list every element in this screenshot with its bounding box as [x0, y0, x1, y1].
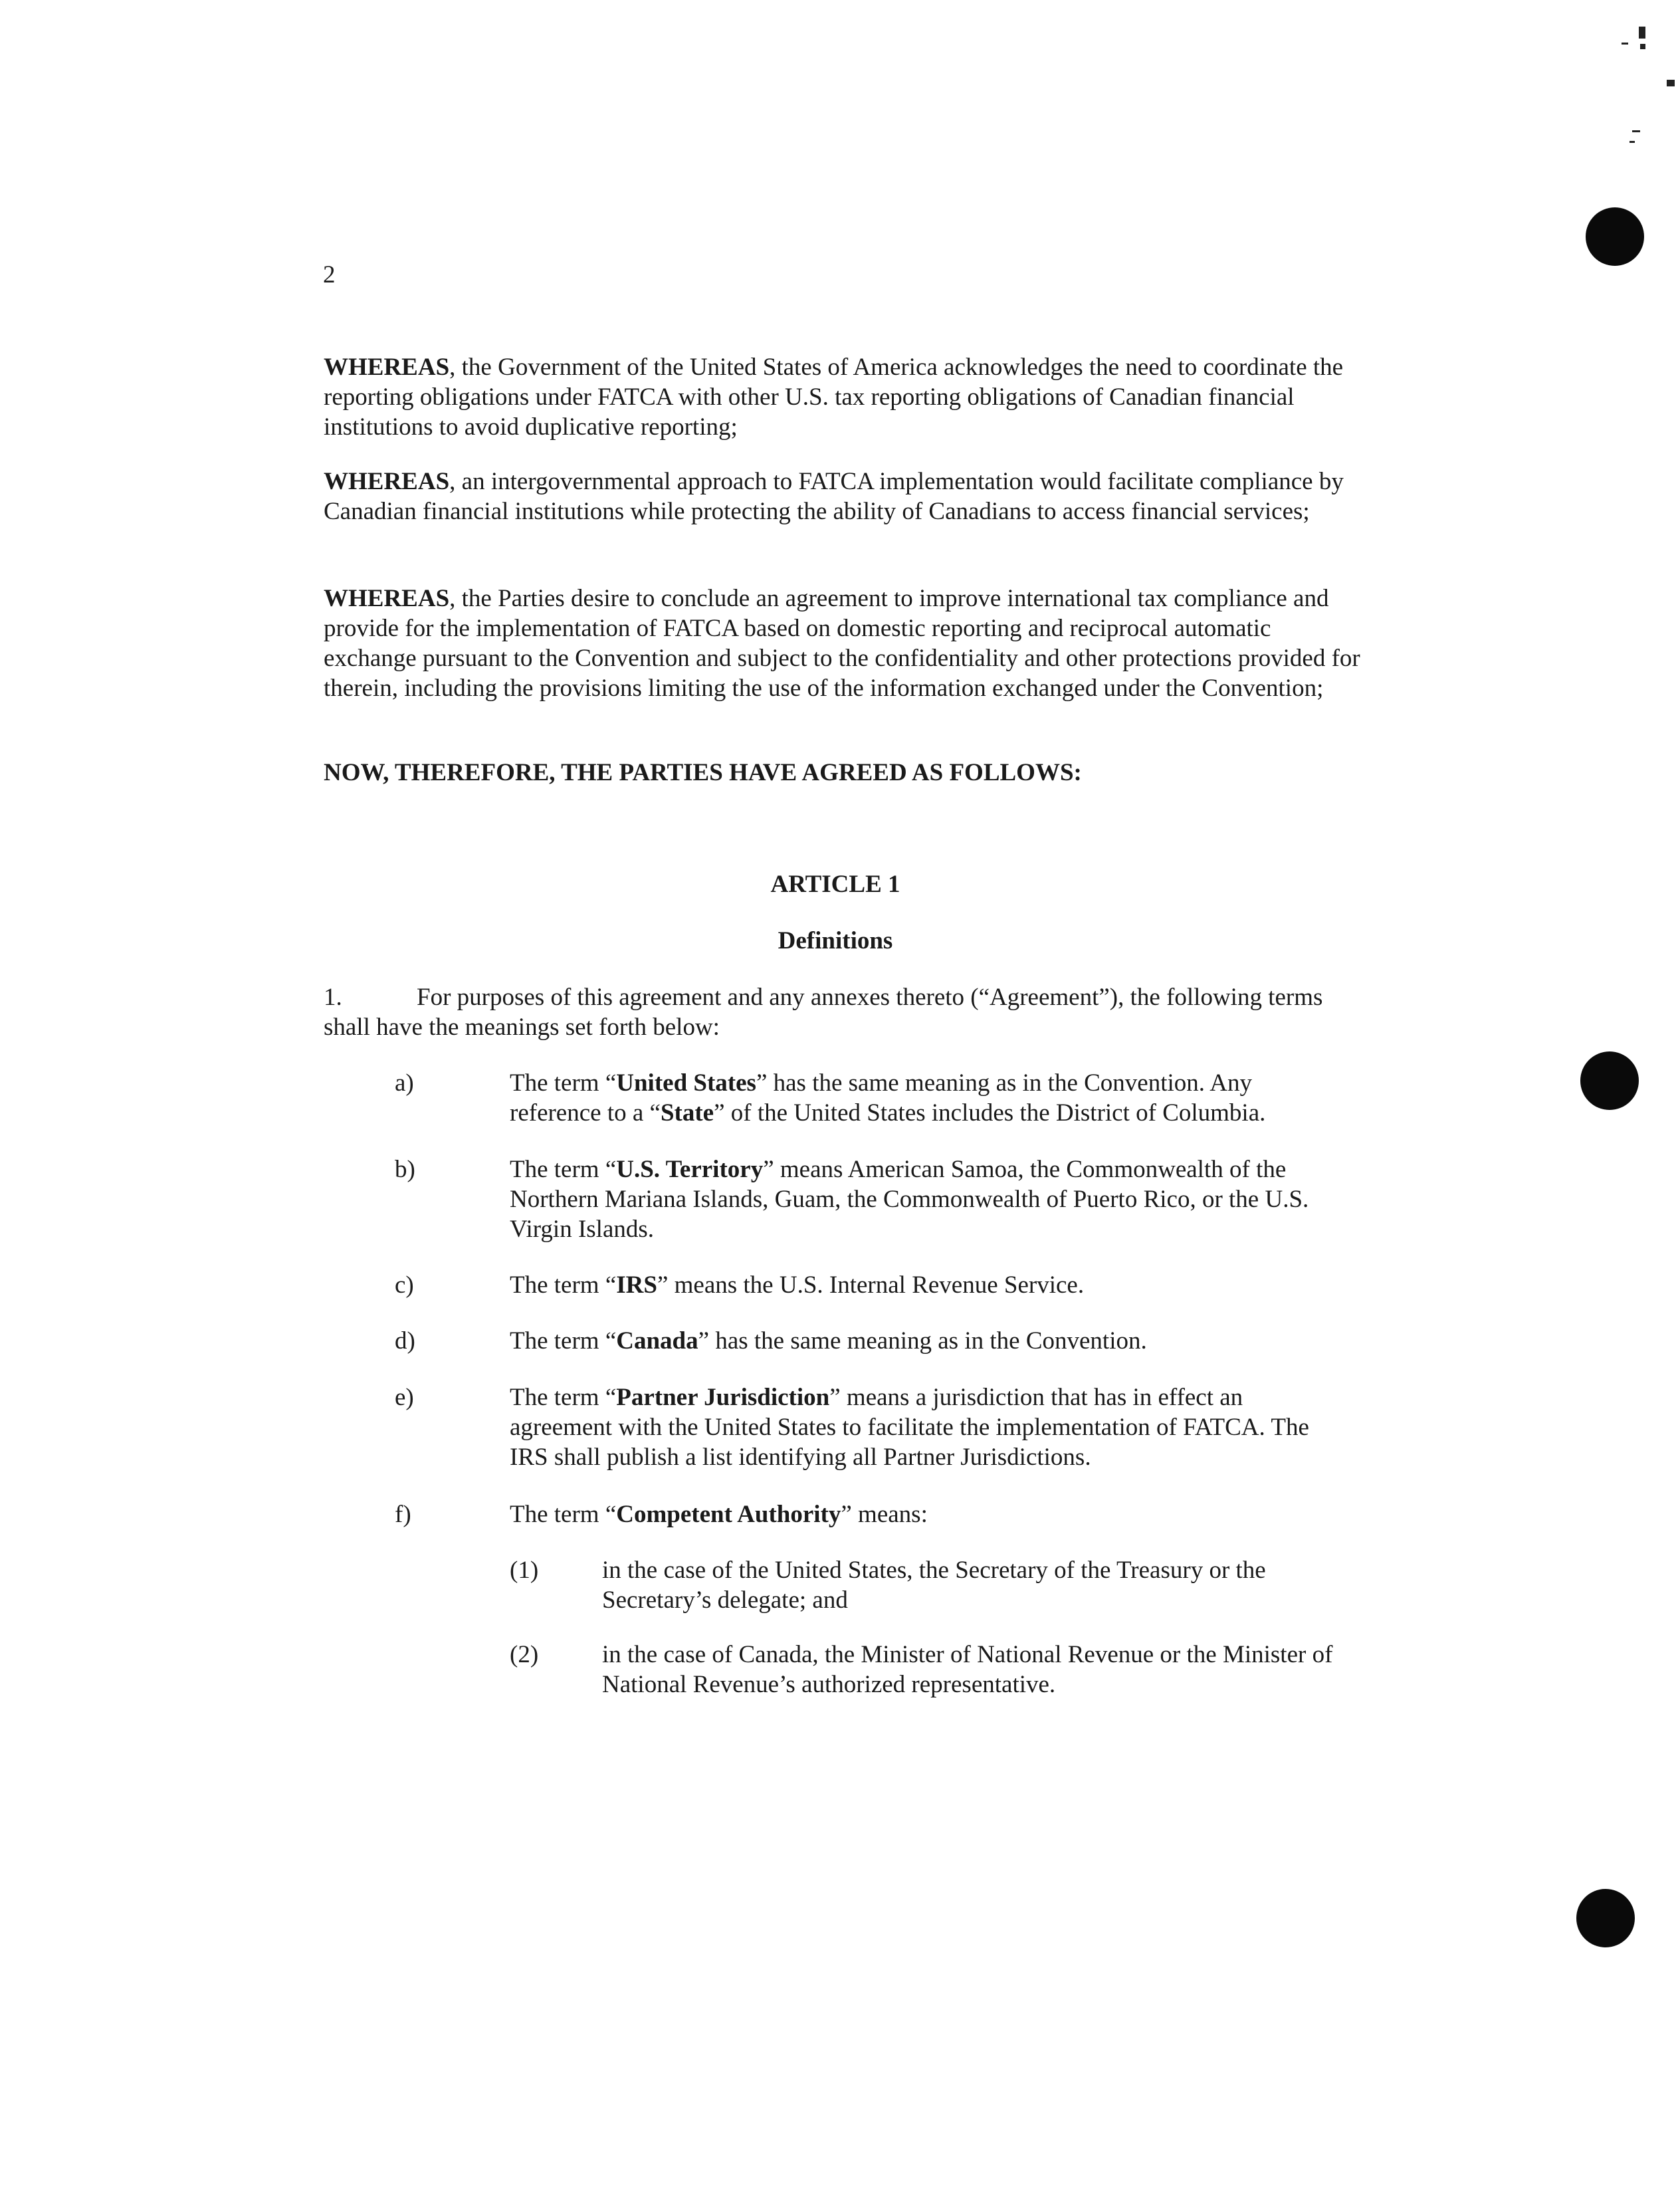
- whereas-paragraph-3: [324, 584, 1360, 703]
- definition-label-f: f): [395, 1501, 411, 1528]
- paragraph-1: [324, 982, 1360, 1042]
- definition-b: [510, 1154, 1347, 1244]
- definition-prefix: The term “: [510, 1384, 617, 1411]
- paragraph-text: For purposes of this agreement and any annexes thereto (“Agreement”), the following terms shall have the meanings set forth below:: [324, 984, 1323, 1041]
- scan-speck: [1639, 27, 1645, 39]
- article-title: ARTICLE 1: [770, 871, 900, 898]
- definition-prefix: The term “: [510, 1069, 617, 1097]
- definition-term: IRS: [616, 1271, 657, 1299]
- now-therefore-text: NOW, THEREFORE, THE PARTIES HAVE AGREED AS FOLLOWS:: [324, 759, 1082, 786]
- paragraph-number: 1.: [324, 984, 342, 1011]
- whereas-paragraph-2: [324, 467, 1360, 526]
- definition-prefix: The term “: [510, 1156, 617, 1183]
- definition-d: [510, 1326, 1347, 1356]
- punch-hole-top: [1586, 207, 1644, 266]
- definition-e: [510, 1382, 1347, 1472]
- definition-label-d: d): [395, 1327, 415, 1355]
- definition-body: ” means:: [841, 1501, 928, 1528]
- whereas-text: , an intergovernmental approach to FATCA implementation would facilitate compliance by Canadian financial institutions while protecting the ability of Canadians to access financial services;: [324, 468, 1344, 525]
- whereas-paragraph-1: [324, 352, 1360, 442]
- definition-body: ” of the United States includes the District of Columbia.: [714, 1099, 1266, 1127]
- scan-speck: [1667, 80, 1675, 86]
- definition-body: ” means American Samoa, the Commonwealth of the Northern Mariana Islands, Guam, the Commonwealth of Puerto Rico, or the U.S. Virgin Islands.: [510, 1156, 1309, 1243]
- subdefinition-label-2: (2): [510, 1641, 539, 1668]
- definition-term: Canada: [616, 1327, 698, 1355]
- punch-hole-middle: [1580, 1051, 1639, 1110]
- definition-f: [510, 1499, 1347, 1529]
- definition-label-e: e): [395, 1384, 414, 1411]
- definition-body: ” means a jurisdiction that has in effect an agreement with the United States to facilitate the implementation of FATCA. The IRS shall publish a list identifying all Partner Jurisdictions.: [510, 1384, 1309, 1471]
- punch-hole-bottom: [1576, 1889, 1635, 1947]
- whereas-text: , the Parties desire to conclude an agreement to improve international tax compliance and provide for the implementation of FATCA based on domestic reporting and reciprocal automatic exchange pursuant to the Convention and subject to the confidentiality and other protections provided for therein, including the provisions limiting the use of the information exchanged under the Convention;: [324, 585, 1360, 702]
- definition-prefix: The term “: [510, 1501, 617, 1528]
- definition-term: State: [660, 1099, 714, 1127]
- whereas-lead: WHEREAS: [324, 585, 450, 612]
- definition-term: Partner Jurisdiction: [616, 1384, 830, 1411]
- subdefinition-label-1: (1): [510, 1557, 539, 1584]
- definition-label-b: b): [395, 1156, 415, 1183]
- definition-prefix: The term “: [510, 1271, 617, 1299]
- whereas-lead: WHEREAS: [324, 354, 450, 381]
- definition-term: U.S. Territory: [616, 1156, 764, 1183]
- whereas-lead: WHEREAS: [324, 468, 450, 495]
- page-number: 2: [323, 261, 336, 288]
- definition-term: United States: [616, 1069, 756, 1097]
- scan-speck: [1622, 43, 1628, 45]
- whereas-text: , the Government of the United States of America acknowledges the need to coordinate the reporting obligations under FATCA with other U.S. tax reporting obligations of Canadian financial institutions to avoid duplicative reporting;: [324, 354, 1344, 441]
- scan-speck: [1629, 141, 1635, 143]
- definition-label-c: c): [395, 1271, 414, 1299]
- scan-speck: [1640, 44, 1645, 49]
- definition-prefix: The term “: [510, 1327, 617, 1355]
- definition-middle: ” has the same meaning as in the Convention. Any reference to a “: [510, 1069, 1252, 1127]
- definition-c: [510, 1270, 1347, 1300]
- definition-body: ” has the same meaning as in the Convention.: [698, 1327, 1147, 1355]
- definition-label-a: a): [395, 1069, 414, 1097]
- subdefinition-1: in the case of the United States, the Secretary of the Treasury or the Secretary’s delegate; and: [602, 1557, 1266, 1614]
- now-therefore-clause: [324, 758, 1360, 788]
- definition-a: [510, 1068, 1347, 1128]
- scan-speck: [1632, 130, 1640, 132]
- definition-body: ” means the U.S. Internal Revenue Service.: [657, 1271, 1085, 1299]
- subdefinition-2: in the case of Canada, the Minister of National Revenue or the Minister of National Revenue’s authorized representative.: [602, 1641, 1333, 1698]
- definition-term: Competent Authority: [616, 1501, 841, 1528]
- article-subtitle: Definitions: [778, 927, 893, 954]
